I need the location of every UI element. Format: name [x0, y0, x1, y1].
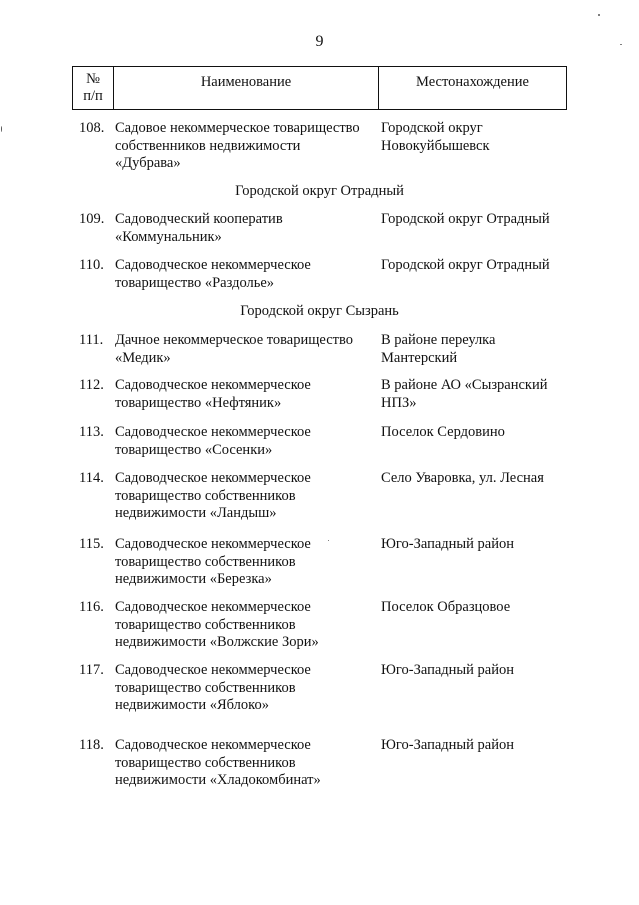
row-location: Юго-Западный район: [381, 737, 514, 753]
scan-speck: [620, 44, 622, 45]
row-name: Дачное некоммерческое товарищество «Медик»: [115, 332, 353, 366]
row-number: 118.: [79, 737, 104, 753]
row-number: 114.: [79, 470, 104, 486]
scan-speck: [1, 126, 2, 132]
header-number-abbr: п/п: [83, 88, 103, 104]
scan-speck: [328, 540, 329, 541]
row-location: Поселок Сердовино: [381, 424, 505, 440]
header-number-sign: №: [86, 71, 100, 87]
row-name: Садоводческое некоммерческое товарищество собственников недвижимости «Яблоко»: [115, 662, 311, 713]
row-location: В районе АО «Сызранский НПЗ»: [381, 377, 548, 411]
scan-speck: [598, 14, 600, 16]
row-name: Садоводческое некоммерческое товарищество «Нефтяник»: [115, 377, 311, 411]
row-number: 115.: [79, 536, 104, 552]
row-number: 110.: [79, 257, 104, 273]
row-location: Городской округ Отрадный: [381, 211, 550, 227]
row-number: 108.: [79, 120, 105, 136]
row-number: 116.: [79, 599, 104, 615]
row-location: Городской округ Отрадный: [381, 257, 550, 273]
row-number: 117.: [79, 662, 104, 678]
row-name: Садоводческое некоммерческое товарищество собственников недвижимости «Ландыш»: [115, 470, 311, 521]
row-name: Садоводческое некоммерческое товарищество «Раздолье»: [115, 257, 311, 291]
row-location: Село Уваровка, ул. Лесная: [381, 470, 544, 486]
row-number: 112.: [79, 377, 104, 393]
header-name-cell: Наименование: [114, 67, 379, 109]
row-location: Городской округ Новокуйбышевск: [381, 120, 490, 154]
row-name: Садоводческое некоммерческое товарищество «Сосенки»: [115, 424, 311, 458]
row-name: Садоводческий кооператив «Коммунальник»: [115, 211, 283, 245]
section-heading: Городской округ Отрадный: [235, 183, 404, 199]
row-location: В районе переулка Мантерский: [381, 332, 496, 366]
row-name: Садоводческое некоммерческое товарищество собственников недвижимости «Волжские Зори»: [115, 599, 319, 650]
header-location-cell: Местонахождение: [416, 74, 529, 90]
row-location: Юго-Западный район: [381, 662, 514, 678]
row-number: 113.: [79, 424, 104, 440]
row-name: Садоводческое некоммерческое товарищество собственников недвижимости «Хладокомбинат»: [115, 737, 321, 788]
row-location: Поселок Образцовое: [381, 599, 511, 615]
row-location: Юго-Западный район: [381, 536, 514, 552]
row-name: Садовое некоммерческое товарищество собственников недвижимости «Дубрава»: [115, 120, 360, 171]
row-number: 111.: [79, 332, 104, 348]
row-number: 109.: [79, 211, 105, 227]
section-heading: Городской округ Сызрань: [240, 303, 399, 319]
page-number: 9: [315, 33, 324, 50]
row-name: Садоводческое некоммерческое товарищество собственников недвижимости «Березка»: [115, 536, 311, 587]
header-number-cell: [73, 67, 114, 109]
table-header: [72, 66, 567, 110]
